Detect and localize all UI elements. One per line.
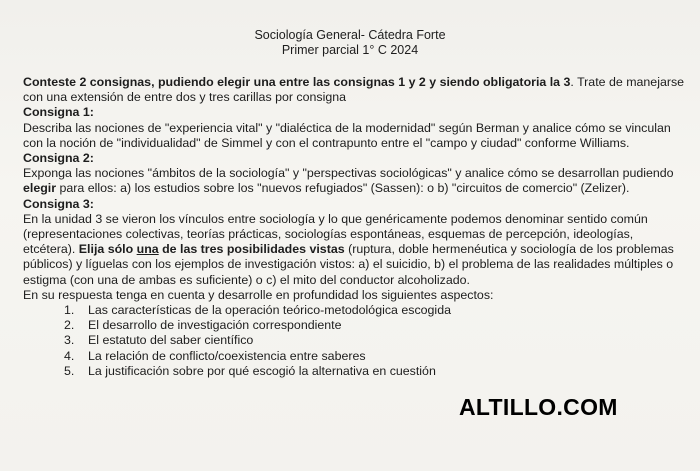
instructions — [23, 75, 685, 105]
consigna-2-text — [23, 166, 685, 196]
consigna-2-bold: elegir — [23, 181, 57, 196]
list-item — [23, 333, 685, 348]
list-item — [23, 349, 685, 364]
aspects-list — [23, 303, 685, 379]
list-item-text: Las características de la operación teórico-metodológica escogida — [88, 303, 451, 318]
list-item-text: El estatuto del saber científico — [88, 333, 254, 348]
list-item-number: 2. — [64, 318, 75, 333]
consigna-3-bold-b: de las tres posibilidades vistas — [158, 242, 345, 257]
consigna-3-bold-a: Elija sólo — [78, 242, 137, 257]
consigna-3-text-a: En la unidad 3 se vieron los vínculos entre sociología y lo que genéricamente podemos denominar sentido común (representaciones colectivas, teorías prácticas, sociologías espontáneas, esquemas de percepción, ideologías, etcétera). — [23, 211, 648, 257]
consigna-2-text-a: Exponga las nociones "ámbitos de la sociología" y "perspectivas sociológicas" y analice cómo se desarrollan pudiendo — [23, 166, 674, 181]
list-item-text: La justificación sobre por qué escogió la alternativa en cuestión — [88, 363, 436, 378]
consigna-2-title: Consigna 2: — [23, 151, 94, 166]
list-item — [23, 364, 685, 379]
list-item-number: 1. — [64, 303, 75, 318]
consigna-3-intro: En su respuesta tenga en cuenta y desarrolle en profundidad los siguientes aspectos: — [23, 287, 494, 302]
instructions-rest: . Trate de manejarse con una extensión de entre dos y tres carillas por consigna — [23, 75, 685, 105]
instructions-bold: Conteste 2 consignas, pudiendo elegir una entre las consignas 1 y 2 y siendo obligatoria la 3 — [23, 75, 571, 89]
consigna-3-title: Consigna 3: — [23, 196, 94, 211]
consigna-3-bold-underlined: una — [136, 242, 159, 257]
list-item-number: 4. — [64, 348, 75, 363]
consigna-3-text — [23, 212, 685, 288]
list-item — [23, 318, 685, 333]
consigna-3-text-b: (ruptura, doble hermenéutica y sociología de los problemas públicos) y líguelas con los ejemplos de investigación vistos: a) el suicidio, b) el problema de las realidades múltiples o estigma (con una de ambas es suficiente) o c) el mito del conductor alcoholizado. — [23, 242, 674, 287]
list-item-number: 3. — [64, 333, 75, 348]
exam-title: Primer parcial 1° C 2024 — [281, 43, 419, 57]
consigna-1-text: Describa las nociones de "experiencia vital" y "dialéctica de la modernidad" según Berman y analice cómo se vinculan con la noción de "individualidad" de Simmel y con el contrapunto entre el "campo y ciudad" conforme Williams. — [23, 120, 671, 150]
watermark: ALTILLO.COM — [459, 394, 618, 420]
list-item-number: 5. — [64, 363, 75, 378]
consigna-1-title: Consigna 1: — [23, 105, 94, 120]
course-title: Sociología General- Cátedra Forte — [254, 28, 446, 42]
exam-body — [23, 75, 685, 379]
list-item-text: La relación de conflicto/coexistencia entre saberes — [88, 348, 366, 363]
consigna-2-text-b: para ellos: a) los estudios sobre los "nuevos refugiados" (Sassen): o b) "circuitos de comercio" (Zelizer). — [56, 181, 630, 196]
list-item — [23, 303, 685, 318]
list-item-text: El desarrollo de investigación correspondiente — [88, 318, 342, 333]
